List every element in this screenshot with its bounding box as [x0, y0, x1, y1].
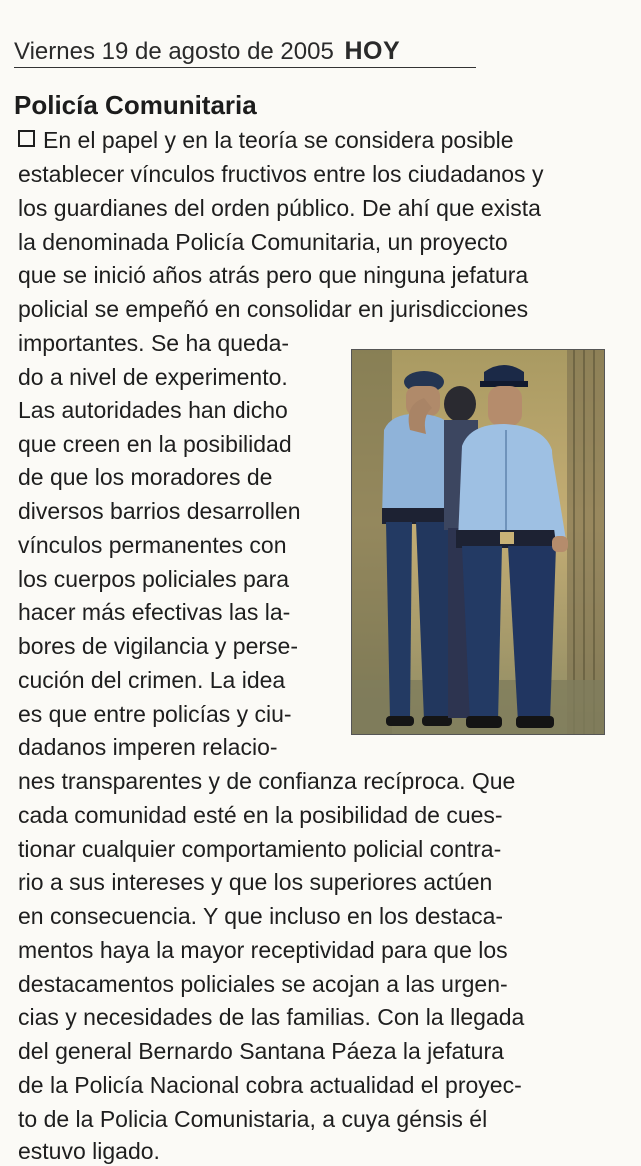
article-line: que creen en la posibilidad: [18, 431, 292, 457]
article-line: del general Bernardo Santana Páeza la jefatura: [18, 1038, 504, 1064]
article-line: establecer vínculos fructivos entre los ciudadanos y: [18, 161, 544, 187]
article-line: de que los moradores de: [18, 464, 273, 490]
article-line: rio a sus intereses y que los superiores actúen: [18, 869, 493, 895]
article-line: to de la Policia Comunistaria, a cuya génsis él: [18, 1106, 488, 1132]
article-line: nes transparentes y de confianza recíproca. Que: [18, 768, 516, 794]
article-line: cada comunidad esté en la posibilidad de cues-: [18, 802, 503, 828]
photo-illustration: [352, 350, 604, 734]
article-line: destacamentos policiales se acojan a las urgen-: [18, 971, 508, 997]
article-line: la denominada Policía Comunitaria, un proyecto: [18, 229, 508, 255]
article-line: diversos barrios desarrollen: [18, 498, 301, 524]
police-officers-photo: [351, 349, 605, 735]
issue-date: Viernes 19 de agosto de 2005: [14, 38, 334, 65]
dateline: [14, 36, 476, 68]
article-title: Policía Comunitaria: [14, 90, 257, 120]
article-line: cución del crimen. La idea: [18, 667, 286, 693]
article-line: mentos haya la mayor receptividad para que los: [18, 937, 508, 963]
article-line: estuvo ligado.: [18, 1138, 160, 1164]
article-line: En el papel y en la teoría se considera posible: [18, 125, 514, 155]
article-line: los cuerpos policiales para: [18, 566, 290, 592]
article-line: Las autoridades han dicho: [18, 397, 288, 423]
article-line: tionar cualquier comportamiento policial contra-: [18, 836, 502, 862]
article-line: que se inició años atrás pero que ninguna jefatura: [18, 262, 529, 288]
article-line: dadanos imperen relacio-: [18, 734, 278, 760]
article-line: bores de vigilancia y perse-: [18, 633, 298, 659]
newspaper-name: HOY: [344, 37, 401, 65]
article-line: importantes. Se ha queda-: [18, 330, 290, 356]
article-line: de la Policía Nacional cobra actualidad el proyec-: [18, 1072, 522, 1098]
article-line: hacer más efectivas las la-: [18, 599, 291, 625]
article-line: vínculos permanentes con: [18, 532, 287, 558]
article-line: los guardianes del orden público. De ahí que exista: [18, 195, 541, 221]
article-line: en consecuencia. Y que incluso en los destaca-: [18, 903, 504, 929]
article-line: es que entre policías y ciu-: [18, 701, 292, 727]
article-line: do a nivel de experimento.: [18, 364, 288, 390]
article-line: cias y necesidades de las familias. Con la llegada: [18, 1004, 525, 1030]
article-line: policial se empeñó en consolidar en jurisdicciones: [18, 296, 529, 322]
checkbox-bullet-icon: [18, 130, 35, 147]
